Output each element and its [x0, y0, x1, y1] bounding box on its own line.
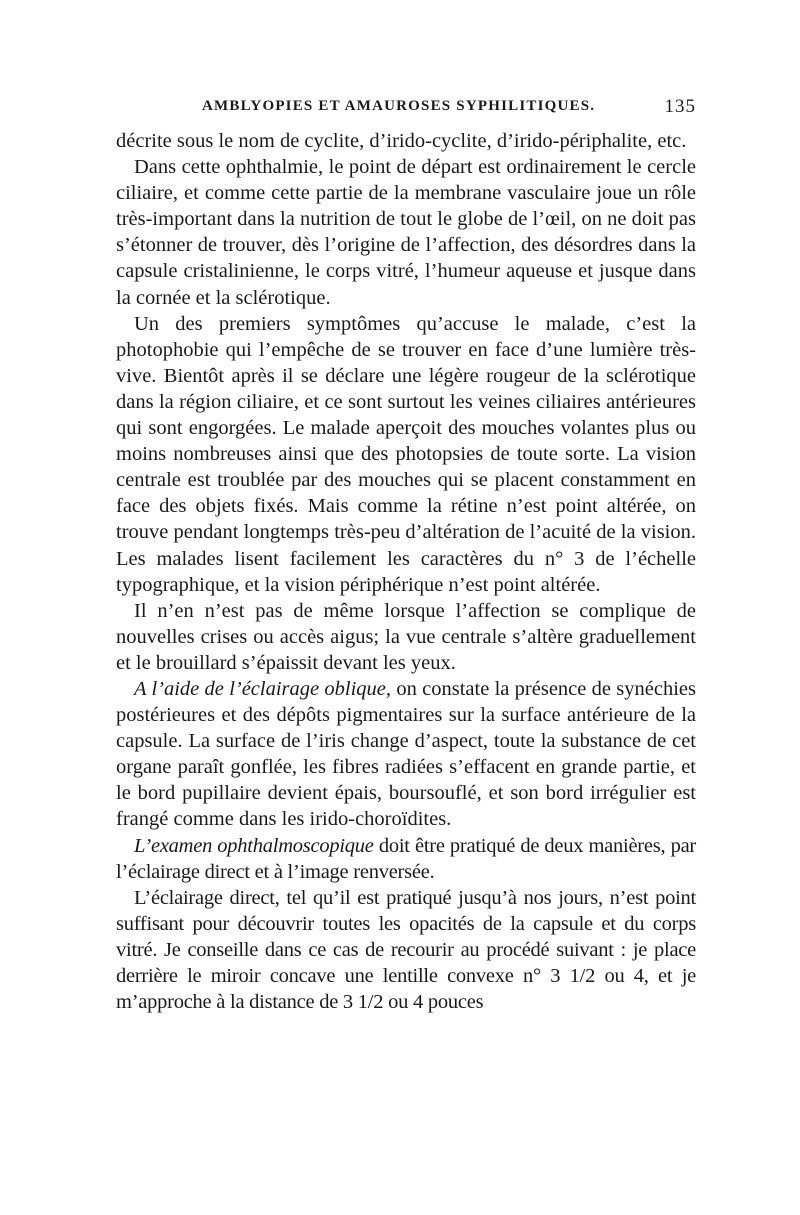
paragraph-text: L’éclairage direct, tel qu’il est pratiqué jusqu’à nos jours, n’est point suffisant pour découvrir toutes les opacités de la capsule et du corps vitré. Je conseille dans ce cas de recourir au procédé suivant : je place derrière le miroir concave une lentille convexe n° 3 1/2 ou 4, et je m’approche à la distance de 3 1/2 ou 4 pouces [116, 886, 696, 1014]
paragraph-6 [116, 833, 696, 885]
paragraph-4 [116, 598, 696, 676]
paragraph-1 [116, 128, 696, 154]
paragraph-text: Un des premiers symptômes qu’accuse le malade, c’est la photophobie qui l’empêche de se trouver en face d’une lumière très-vive. Bientôt après il se déclare une légère rougeur de la sclérotique dans la région ciliaire, et ce sont surtout les veines ciliaires antérieures qui sont engorgées. Le malade aperçoit des mouches volantes plus ou moins nombreuses ainsi que des photopsies de toute sorte. La vision centrale est troublée par des mouches qui se placent constamment en face des objets fixés. Mais comme la rétine n’est point altérée, on trouve pendant longtemps très-peu d’altération de l’acuité de la vision. Les malades lisent facilement les caractères du n° 3 de l’échelle typographique, et la vision périphérique n’est point altérée. [116, 312, 696, 596]
running-title: AMBLYOPIES ET AMAUROSES SYPHILITIQUES. [202, 98, 596, 114]
paragraph-text: on constate la présence de synéchies postérieures et des dépôts pigmentaires sur la surface antérieure de la capsule. La surface de l’iris change d’aspect, toute la substance de cet organe paraît gonflée, les fibres radiées s’effacent en grande partie, et le bord pupillaire devient épais, boursouflé, et son bord irrégulier est frangé comme dans les irido-choroïdites. [116, 677, 696, 831]
paragraph-lead-italic: L’examen ophthalmoscopique [134, 834, 374, 857]
paragraph-2 [116, 154, 696, 311]
paragraph-text: doit être pratiqué de deux manières, par l’éclairage direct et à l’image renversée. [116, 834, 696, 883]
body-text [116, 128, 696, 1015]
page-number: 135 [664, 96, 696, 117]
paragraph-3 [116, 311, 696, 598]
paragraph-5 [116, 676, 696, 833]
running-head [114, 96, 698, 122]
paragraph-7 [116, 885, 696, 1015]
paragraph-lead-italic: A l’aide de l’éclairage oblique, [134, 677, 392, 700]
paragraph-text: Il n’en n’est pas de même lorsque l’affection se complique de nouvelles crises ou accès aigus; la vue centrale s’altère graduellement et le brouillard s’épaissit devant les yeux. [116, 599, 696, 674]
paragraph-text: décrite sous le nom de cyclite, d’irido-cyclite, d’irido-périphalite, etc. [116, 130, 687, 152]
paragraph-text: Dans cette ophthalmie, le point de départ est ordinairement le cercle ciliaire, et comme cette partie de la membrane vasculaire joue un rôle très-important dans la nutrition de tout le globe de l’œil, on ne doit pas s’étonner de trouver, dès l’origine de l’affection, des désordres dans la capsule cristalinienne, le corps vitré, l’humeur aqueuse et jusque dans la cornée et la sclérotique. [116, 156, 696, 309]
